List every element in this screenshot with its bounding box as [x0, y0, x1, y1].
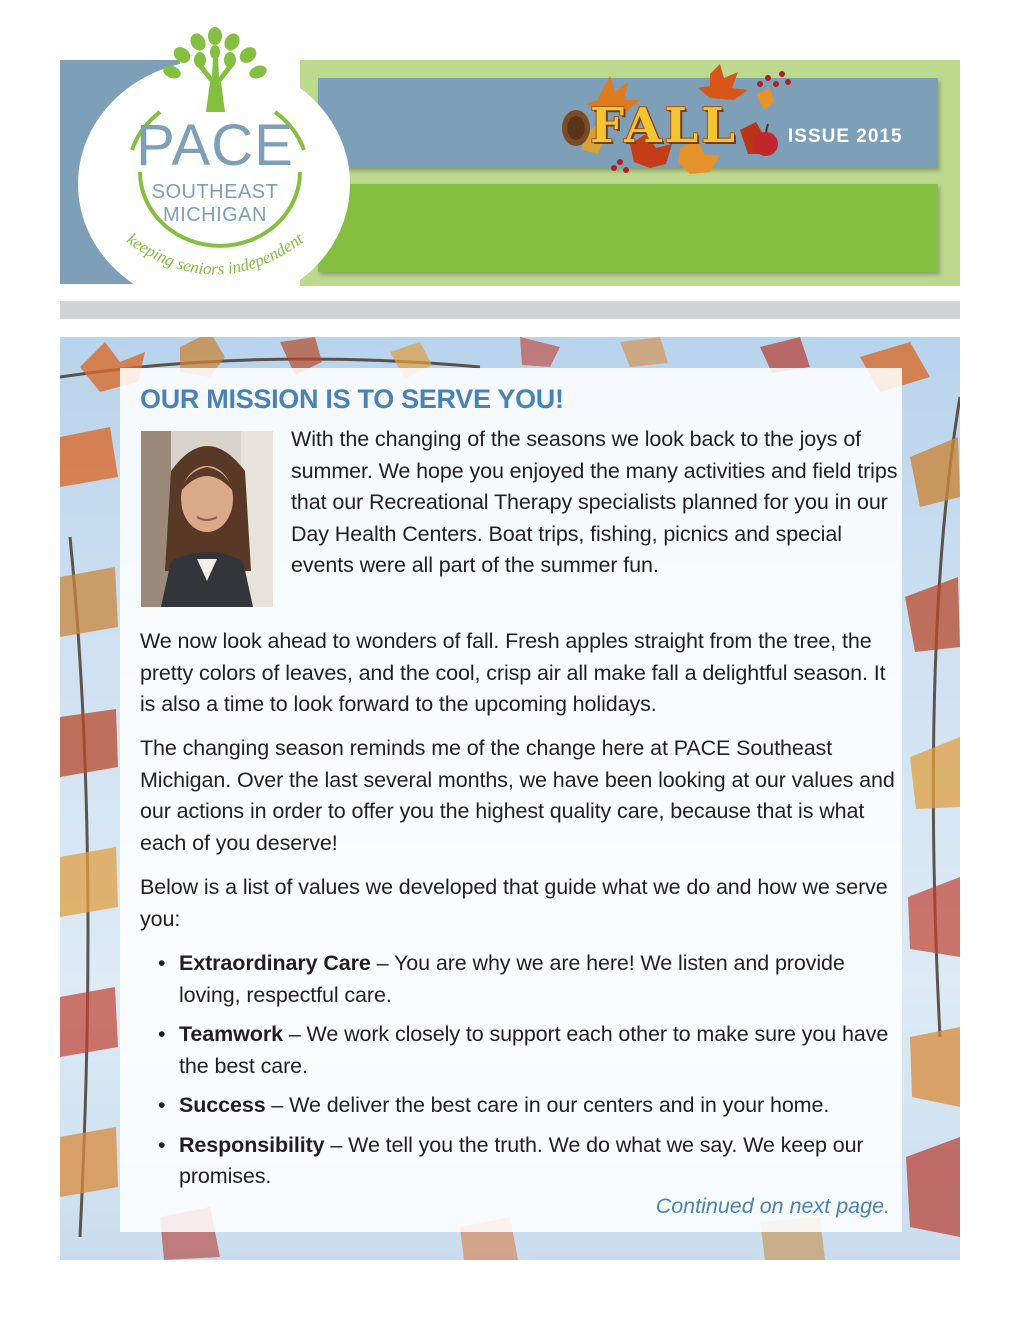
header-green-banner — [318, 184, 938, 272]
logo-subtitle-line2: MICHIGAN — [163, 204, 267, 226]
logo-name: PACE — [136, 113, 294, 178]
paragraph-2: We now look ahead to wonders of fall. Fresh apples straight from the tree, the pretty colors of leaves, and the cool, crisp air all make fall a delightful season. It is also a time to look forward to the upcoming holidays. — [140, 629, 886, 716]
value-name: Success — [179, 1093, 266, 1117]
newsletter-header — [0, 0, 1020, 300]
paragraph-3: The changing season reminds me of the change here at PACE Southeast Michigan. Over the last several months, we have been looking at our values and our actions in order to offer you the highest quality care, because that is what each of you deserve! — [140, 736, 895, 855]
value-name: Extraordinary Care — [179, 951, 371, 975]
value-name: Responsibility — [179, 1132, 325, 1157]
logo-tagline: keeping seniors independent — [123, 229, 307, 279]
value-name: Teamwork — [179, 1022, 283, 1046]
pinecone-icon — [562, 110, 590, 146]
fall-title: FALL — [590, 98, 739, 154]
tree-icon — [161, 27, 268, 112]
value-item — [140, 948, 900, 1011]
bullet-icon: • — [158, 1132, 166, 1157]
logo-subtitle-line1: SOUTHEAST — [151, 181, 279, 203]
values-list — [140, 948, 900, 1201]
article-title: OUR MISSION IS TO SERVE YOU! — [140, 384, 564, 414]
continued-link: Continued on next page. — [655, 1194, 890, 1218]
bullet-icon: • — [158, 1093, 166, 1117]
value-item — [140, 1090, 900, 1122]
author-photo — [141, 431, 273, 607]
bullet-icon: • — [158, 1022, 166, 1046]
header-divider — [60, 301, 960, 319]
value-description: – We work closely to support each other to make sure you have the best care. — [179, 1022, 889, 1078]
value-item — [140, 1019, 900, 1082]
value-description: – You are why we are here! We listen and provide loving, respectful care. — [179, 951, 845, 1007]
portrait-icon — [141, 431, 273, 607]
paragraph-4: Below is a list of values we developed that guide what we do and how we serve you: — [140, 875, 888, 931]
value-description: – We deliver the best care in our centers and in your home. — [265, 1093, 830, 1117]
paragraph-1: With the changing of the seasons we look back to the joys of summer. We hope you enjoyed the many activities and field trips that our Recreational Therapy specialists planned for you in our Day Health Centers. Boat trips, fishing, picnics and special events were all part of the summer fun. — [291, 427, 898, 577]
value-item — [140, 1130, 900, 1193]
bullet-icon: • — [158, 951, 166, 975]
issue-label: ISSUE 2015 — [788, 126, 903, 147]
value-description: – We tell you the truth. We do what we say. We keep our promises. — [179, 1132, 864, 1188]
